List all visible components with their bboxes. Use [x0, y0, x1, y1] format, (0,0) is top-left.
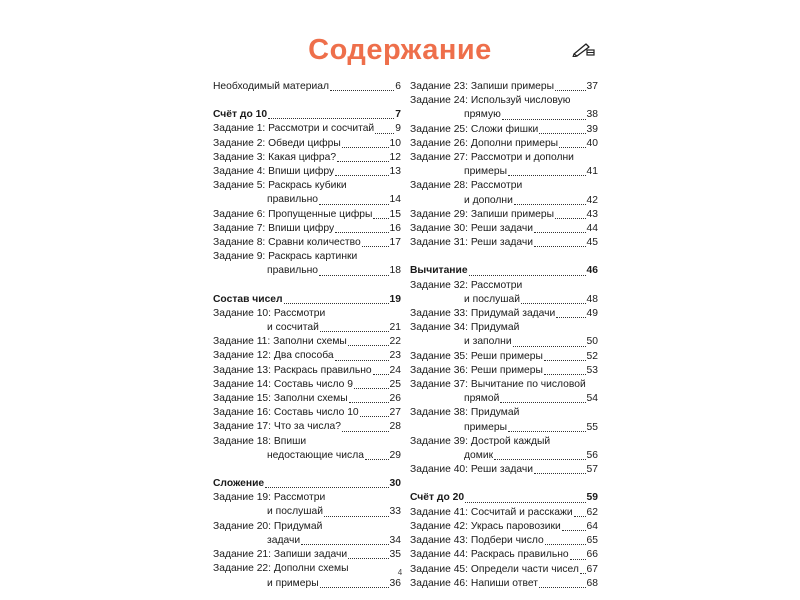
toc-entry-page: 53: [586, 364, 598, 376]
toc-entry-page: 33: [389, 506, 401, 518]
toc-entry-label: Задание 45: Определи части чисел: [410, 563, 579, 575]
dot-leader: [534, 246, 586, 247]
toc-entry-label: Задание 32: Рассмотри: [410, 279, 523, 291]
toc-entry-label: и послушай: [267, 506, 323, 518]
dot-leader: [360, 416, 389, 417]
toc-entry-label: Задание 37: Вычитание по числовой: [410, 379, 586, 391]
dot-leader: [373, 374, 389, 375]
section-gap: [213, 279, 401, 293]
toc-entry-label: Задание 12: Два способа: [213, 350, 334, 362]
dot-leader: [559, 147, 585, 148]
toc-entry-label: Задание 27: Рассмотри и дополни: [410, 152, 574, 164]
toc-entry-label: Задание 23: Запиши примеры: [410, 81, 555, 92]
toc-entry[interactable]: [213, 435, 401, 449]
dot-leader: [539, 587, 586, 588]
toc-entry-page: 38: [586, 109, 598, 121]
dot-leader: [508, 431, 586, 432]
toc-entry[interactable]: [410, 421, 598, 435]
toc-entry[interactable]: [410, 194, 598, 208]
toc-entry[interactable]: [213, 406, 401, 420]
toc-entry[interactable]: [410, 506, 598, 520]
dot-leader: [335, 232, 388, 233]
toc-entry-label: Задание 39: Дострой каждый: [410, 435, 551, 447]
toc-entry-page: 40: [586, 137, 598, 149]
dot-leader: [320, 331, 389, 332]
toc-entry-label: Задание 40: Реши задачи: [410, 464, 533, 476]
dot-leader: [342, 431, 389, 432]
toc-entry-page: 37: [586, 81, 598, 92]
toc-entry-page: 30: [389, 478, 401, 490]
toc-entry-page: 54: [586, 393, 598, 405]
toc-entry-label: Счёт до 10: [213, 109, 268, 121]
toc-entry-label: Задание 25: Сложи фишки: [410, 123, 539, 135]
toc-section-heading[interactable]: [213, 477, 401, 491]
toc-entry-label: Задание 38: Придумай: [410, 407, 520, 419]
toc-entry[interactable]: [410, 165, 598, 179]
dot-leader: [319, 204, 388, 205]
dot-leader: [544, 374, 586, 375]
toc-entry-label: Задание 31: Реши задачи: [410, 237, 533, 249]
dot-leader: [265, 487, 388, 488]
section-gap: [213, 463, 401, 477]
toc-entry[interactable]: [213, 548, 401, 562]
toc-entry-page: 9: [395, 123, 401, 135]
toc-entry[interactable]: [410, 179, 598, 193]
dot-leader: [469, 275, 586, 276]
dot-leader: [362, 246, 389, 247]
dot-leader: [268, 118, 394, 119]
toc-entry-label: Задание 17: Что за числа?: [213, 421, 341, 433]
toc-entry-page: 29: [389, 449, 401, 461]
toc-entry-page: 13: [389, 166, 401, 178]
dot-leader: [335, 175, 388, 176]
toc-entry[interactable]: [410, 435, 598, 449]
toc-entry-label: и послушай: [464, 293, 520, 305]
dot-leader: [545, 544, 586, 545]
toc-entry-page: 7: [395, 109, 401, 121]
toc-entry-label: Задание 24: Используй числовую: [410, 95, 571, 107]
toc-entry-page: 18: [389, 265, 401, 277]
toc-entry-page: 62: [586, 506, 598, 518]
toc-entry-label: Необходимый материал: [213, 81, 329, 92]
toc-entry[interactable]: [410, 520, 598, 534]
toc-entry-page: 59: [586, 492, 598, 504]
toc-entry-page: 52: [586, 350, 598, 362]
toc-entry[interactable]: [213, 222, 401, 236]
toc-entry-label: Сложение: [213, 478, 265, 490]
dot-leader: [348, 558, 388, 559]
toc-entry-label: правильно: [267, 265, 319, 277]
toc-entry-label: Задание 20: Придумай: [213, 520, 323, 532]
toc-entry-label: Задание 33: Придумай задачи: [410, 308, 556, 320]
section-gap: [213, 94, 401, 108]
toc-entry-page: 23: [389, 350, 401, 362]
dot-leader: [335, 360, 389, 361]
dot-leader: [500, 402, 585, 403]
toc-entry-label: Задание 4: Впиши цифру: [213, 166, 335, 178]
toc-entry-page: 22: [389, 336, 401, 348]
toc-entry-label: и дополни: [464, 194, 513, 206]
toc-entry-page: 55: [586, 421, 598, 433]
toc-entry-label: прямой: [464, 393, 500, 405]
toc-section-heading[interactable]: [410, 491, 598, 505]
toc-entry[interactable]: [213, 349, 401, 363]
toc-entry-page: 48: [586, 293, 598, 305]
toc-entry-label: Задание 13: Раскрась правильно: [213, 364, 372, 376]
toc-entry-page: 24: [389, 364, 401, 376]
toc-entry[interactable]: [213, 250, 401, 264]
toc-entry[interactable]: [213, 137, 401, 151]
toc-entry[interactable]: [213, 165, 401, 179]
dot-leader: [373, 218, 388, 219]
toc-entry-page: 15: [389, 208, 401, 220]
toc-entry-page: 50: [586, 336, 598, 348]
toc-entry[interactable]: [410, 321, 598, 335]
toc-entry-label: Счёт до 20: [410, 492, 465, 504]
toc-entry[interactable]: [213, 80, 401, 94]
toc-entry-label: Задание 21: Запиши задачи: [213, 549, 348, 561]
dot-leader: [349, 402, 389, 403]
section-gap: [410, 477, 598, 491]
dot-leader: [494, 459, 585, 460]
toc-entry-page: 42: [586, 194, 598, 206]
toc-entry[interactable]: [213, 491, 401, 505]
toc-entry[interactable]: [213, 577, 401, 591]
toc-entry-label: Задание 6: Пропущенные цифры: [213, 208, 373, 220]
toc-entry-label: Задание 10: Рассмотри: [213, 307, 326, 319]
toc-entry[interactable]: [410, 392, 598, 406]
toc-entry-label: Задание 14: Составь число 9: [213, 378, 353, 390]
toc-entry[interactable]: [410, 577, 598, 591]
toc-entry-page: 35: [389, 549, 401, 561]
toc-entry-page: 14: [389, 194, 401, 206]
toc-entry[interactable]: [213, 364, 401, 378]
toc-entry[interactable]: [410, 236, 598, 250]
toc-entry-label: примеры: [464, 166, 507, 178]
toc-column-left: [213, 80, 401, 591]
toc-entry-page: 19: [389, 293, 401, 305]
dot-leader: [508, 175, 586, 176]
toc-entry-label: и примеры: [267, 577, 319, 589]
dot-leader: [570, 559, 586, 560]
toc-entry-page: 44: [586, 223, 598, 235]
toc-entry-label: Задание 1: Рассмотри и сосчитай: [213, 123, 375, 135]
toc-entry-label: Задание 19: Рассмотри: [213, 492, 326, 504]
toc-entry[interactable]: [410, 548, 598, 562]
toc-entry[interactable]: [410, 108, 598, 122]
dot-leader: [539, 133, 585, 134]
toc-entry[interactable]: [213, 264, 401, 278]
dot-leader: [514, 204, 586, 205]
toc-entry-label: Задание 8: Сравни количество: [213, 237, 361, 249]
toc-entry-page: 46: [586, 265, 598, 277]
toc-entry[interactable]: [410, 364, 598, 378]
toc-entry[interactable]: [410, 406, 598, 420]
toc-entry[interactable]: [213, 505, 401, 519]
toc-entry-page: 49: [586, 308, 598, 320]
toc-entry[interactable]: [410, 208, 598, 222]
toc-entry-page: 10: [389, 137, 401, 149]
dot-leader: [284, 303, 389, 304]
toc-entry[interactable]: [410, 123, 598, 137]
toc-entry[interactable]: [213, 179, 401, 193]
dot-leader: [365, 459, 389, 460]
dot-leader: [534, 232, 586, 233]
toc-entry-label: Состав чисел: [213, 293, 283, 305]
toc-entry-label: и заполни: [464, 336, 512, 348]
toc-entry[interactable]: [213, 321, 401, 335]
toc-entry-label: правильно: [267, 194, 319, 206]
toc-entry-page: 36: [389, 577, 401, 589]
toc-entry[interactable]: [410, 222, 598, 236]
toc-entry-label: Задание 11: Заполни схемы: [213, 336, 347, 348]
toc-entry-label: Задание 26: Дополни примеры: [410, 137, 559, 149]
toc-entry-page: 65: [586, 535, 598, 547]
toc-entry[interactable]: [213, 208, 401, 222]
dot-leader: [320, 587, 389, 588]
toc-entry-page: 57: [586, 464, 598, 476]
toc-entry-label: Задание 35: Реши примеры: [410, 350, 543, 362]
toc-section-heading[interactable]: [213, 293, 401, 307]
toc-entry[interactable]: [213, 307, 401, 321]
toc-section-heading[interactable]: [410, 264, 598, 278]
dot-leader: [465, 502, 585, 503]
toc-entry-label: Задание 3: Какая цифра?: [213, 151, 337, 163]
dot-leader: [324, 516, 389, 517]
toc-entry-label: Задание 42: Укрась паровозики: [410, 520, 561, 532]
dot-leader: [555, 218, 586, 219]
toc-entry[interactable]: [213, 534, 401, 548]
toc-entry[interactable]: [410, 137, 598, 151]
toc-entry-page: 17: [389, 237, 401, 249]
toc-entry[interactable]: [213, 193, 401, 207]
toc-entry[interactable]: [410, 463, 598, 477]
toc-entry-page: 68: [586, 577, 598, 589]
page-number: 4: [397, 568, 403, 577]
toc-entry-label: Задание 18: Впиши: [213, 435, 307, 447]
toc-entry-page: 66: [586, 549, 598, 561]
toc-entry-label: задачи: [267, 534, 301, 546]
dot-leader: [354, 388, 389, 389]
toc-entry[interactable]: [410, 307, 598, 321]
toc-entry-label: Задание 2: Обведи цифры: [213, 137, 341, 149]
toc-entry-label: домик: [464, 450, 494, 462]
toc-entry-page: 28: [389, 421, 401, 433]
toc-entry-page: 45: [586, 237, 598, 249]
toc-entry[interactable]: [410, 80, 598, 94]
toc-entry-page: 56: [586, 450, 598, 462]
toc-entry-label: Задание 29: Запиши примеры: [410, 208, 555, 220]
toc-entry[interactable]: [410, 293, 598, 307]
dot-leader: [330, 90, 394, 91]
toc-entry[interactable]: [410, 279, 598, 293]
toc-entry[interactable]: [213, 378, 401, 392]
toc-entry-label: Задание 34: Придумай: [410, 322, 520, 334]
toc-entry-label: Задание 30: Реши задачи: [410, 223, 533, 235]
toc-entry[interactable]: [213, 449, 401, 463]
dot-leader: [562, 530, 586, 531]
toc-entry-label: примеры: [464, 421, 507, 433]
toc-entry-label: Задание 9: Раскрась картинки: [213, 251, 358, 263]
toc-entry-label: Задание 15: Заполни схемы: [213, 393, 348, 405]
toc-entry-page: 12: [389, 151, 401, 163]
toc-entry[interactable]: [410, 335, 598, 349]
dot-leader: [534, 473, 586, 474]
toc-entry-page: 64: [586, 520, 598, 532]
dot-leader: [319, 275, 388, 276]
dot-leader: [375, 133, 394, 134]
pen-writing-icon: [572, 41, 596, 57]
dot-leader: [555, 90, 586, 91]
toc-section-heading[interactable]: [213, 108, 401, 122]
toc-column-right: [410, 80, 598, 591]
toc-entry[interactable]: [213, 335, 401, 349]
toc-entry-page: 34: [389, 534, 401, 546]
toc-entry-page: 27: [389, 407, 401, 419]
dot-leader: [513, 346, 586, 347]
toc-entry-page: 21: [389, 322, 401, 334]
toc-entry-page: 25: [389, 378, 401, 390]
toc-entry[interactable]: [410, 449, 598, 463]
toc-entry[interactable]: [213, 122, 401, 136]
page-title: Содержание: [308, 34, 492, 66]
toc-entry-page: 67: [586, 563, 598, 575]
toc-entry[interactable]: [213, 420, 401, 434]
toc-entry[interactable]: [410, 94, 598, 108]
toc-entry[interactable]: [410, 378, 598, 392]
dot-leader: [337, 161, 388, 162]
toc-entry-label: Задание 41: Сосчитай и расскажи: [410, 506, 573, 518]
toc-entry-page: 39: [586, 123, 598, 135]
toc-entry-label: и сосчитай: [267, 322, 319, 334]
section-gap: [410, 250, 598, 264]
dot-leader: [544, 360, 586, 361]
dot-leader: [556, 317, 585, 318]
toc-entry-page: 43: [586, 208, 598, 220]
toc-entry-page: 26: [389, 393, 401, 405]
toc-entry-label: Задание 46: Напиши ответ: [410, 577, 538, 589]
toc-entry[interactable]: [213, 392, 401, 406]
toc-entry-label: Задание 44: Раскрась правильно: [410, 549, 569, 561]
dot-leader: [301, 544, 388, 545]
toc-entry[interactable]: [410, 151, 598, 165]
toc-entry-page: 41: [586, 166, 598, 178]
toc-entry-label: прямую: [464, 109, 501, 121]
toc-entry[interactable]: [410, 534, 598, 548]
toc-entry-label: Задание 43: Подбери число: [410, 535, 544, 547]
dot-leader: [348, 345, 389, 346]
toc-entry-label: Задание 7: Впиши цифру: [213, 222, 335, 234]
dot-leader: [574, 516, 586, 517]
toc-entry[interactable]: [213, 236, 401, 250]
toc-entry-label: Задание 22: Дополни схемы: [213, 563, 349, 575]
toc-entry[interactable]: [213, 520, 401, 534]
toc-entry[interactable]: [213, 151, 401, 165]
toc-entry-label: Вычитание: [410, 265, 468, 277]
toc-entry-page: 16: [389, 222, 401, 234]
dot-leader: [342, 147, 389, 148]
dot-leader: [502, 119, 586, 120]
toc-entry-label: Задание 28: Рассмотри: [410, 180, 523, 192]
dot-leader: [521, 303, 586, 304]
toc-entry-label: Задание 5: Раскрась кубики: [213, 180, 347, 192]
toc-entry-label: Задание 16: Составь число 10: [213, 407, 359, 419]
toc-entry[interactable]: [410, 350, 598, 364]
toc-entry-label: недостающие числа: [267, 449, 364, 461]
toc-entry-page: 6: [395, 81, 401, 92]
toc-entry-label: Задание 36: Реши примеры: [410, 364, 543, 376]
